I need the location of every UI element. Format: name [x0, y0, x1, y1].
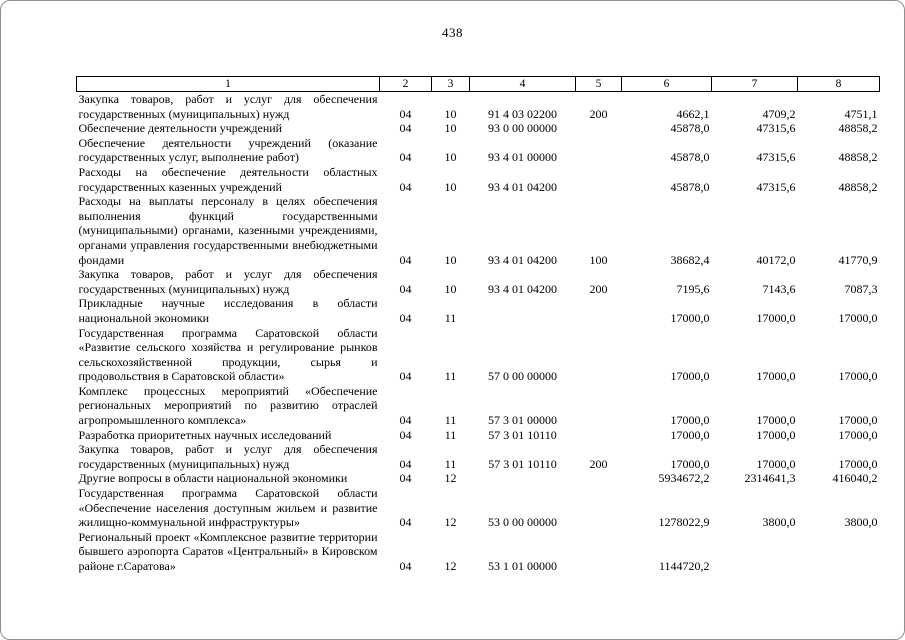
- cell-subsection-code: 11: [444, 456, 457, 471]
- cell-subsection-code: 12: [444, 559, 457, 573]
- cell-amount-year-3: 7087,3: [844, 281, 878, 296]
- cell-amount-year-3: 17000,0: [838, 456, 878, 471]
- cell-section-code: 04: [399, 252, 412, 267]
- cell-amount-year-2: [712, 530, 798, 574]
- cell-amount-year-1: 45878,0: [670, 179, 710, 194]
- cell-amount-year-1: 17000,0: [670, 310, 710, 325]
- cell-expense-type-code: 100: [589, 252, 608, 267]
- cell-amount-year-3: 416040,2: [832, 471, 878, 486]
- cell-target-article-code: 57 3 01 00000: [488, 413, 557, 428]
- cell-subsection-code: 11: [444, 310, 457, 325]
- table-row: [77, 92, 880, 122]
- cell-subsection-code: 10: [444, 179, 457, 194]
- cell-expense-name: Комплекс процессных мероприятий «Обеспечение региональных мероприятий по развитию отраслей агропромышленного комплекса»: [78, 383, 378, 428]
- cell-section-code: 04: [399, 427, 412, 442]
- cell-amount-year-2: 40172,0: [756, 252, 796, 267]
- cell-section-code: 04: [399, 515, 412, 530]
- cell-target-article-code: [470, 471, 576, 486]
- cell-amount-year-3: [798, 530, 880, 574]
- column-header-5: 5: [576, 77, 622, 92]
- cell-amount-year-2: 47315,6: [756, 179, 796, 194]
- cell-amount-year-3: 17000,0: [838, 413, 878, 428]
- cell-expense-type-code: 200: [589, 456, 608, 471]
- cell-subsection-code: 12: [444, 471, 457, 486]
- cell-target-article-code: 93 4 01 04200: [488, 281, 557, 296]
- cell-expense-type-code: [576, 428, 622, 443]
- cell-expense-name: Расходы на выплаты персоналу в целях обеспечения выполнения функций государственными (муниципальными) органами, казенными учреждениями, органами управления государственными внебюджетными фондами: [78, 194, 378, 267]
- cell-amount-year-3: 48858,2: [838, 179, 878, 194]
- cell-expense-type-code: [576, 471, 622, 486]
- cell-expense-name: Закупка товаров, работ и услуг для обеспечения государственных (муниципальных) нужд: [78, 92, 378, 121]
- table-row: [77, 486, 880, 530]
- cell-expense-name: Государственная программа Саратовской области «Развитие сельского хозяйства и регулирование рынков сельскохозяйственной продукции, сырья и продовольствия в Саратовской области»: [78, 325, 378, 384]
- cell-subsection-code: 11: [444, 427, 457, 442]
- cell-amount-year-2: 7143,6: [762, 281, 796, 296]
- cell-expense-name: Обеспечение деятельности учреждений (оказание государственных услуг, выполнение работ): [78, 135, 378, 165]
- cell-expense-type-code: [576, 136, 622, 165]
- cell-amount-year-2: 17000,0: [756, 413, 796, 428]
- column-header-2: 2: [380, 77, 432, 92]
- cell-target-article-code: [470, 296, 576, 325]
- column-header-4: 4: [470, 77, 576, 92]
- table-header-row: [77, 77, 880, 92]
- cell-amount-year-2: 17000,0: [756, 310, 796, 325]
- cell-amount-year-3: 48858,2: [838, 121, 878, 136]
- column-header-3: 3: [432, 77, 470, 92]
- cell-section-code: 04: [399, 471, 412, 486]
- cell-amount-year-1: 17000,0: [670, 413, 710, 428]
- cell-amount-year-3: 4751,1: [844, 106, 878, 121]
- cell-expense-name: Другие вопросы в области национальной экономики: [78, 471, 348, 486]
- cell-amount-year-2: 3800,0: [762, 515, 796, 530]
- cell-amount-year-1: 4662,1: [676, 106, 710, 121]
- cell-amount-year-1: 38682,4: [670, 252, 710, 267]
- table-row: [77, 194, 880, 267]
- table-row: [77, 471, 880, 486]
- cell-amount-year-1: 1278022,9: [658, 515, 710, 530]
- cell-expense-name: Закупка товаров, работ и услуг для обеспечения государственных (муниципальных) нужд: [78, 267, 378, 296]
- column-header-1: 1: [77, 77, 380, 92]
- cell-subsection-code: 10: [444, 252, 457, 267]
- cell-amount-year-1: 17000,0: [670, 456, 710, 471]
- cell-expense-name: Разработка приоритетных научных исследований: [78, 427, 332, 442]
- table-row: [77, 428, 880, 443]
- table-row: [77, 384, 880, 428]
- cell-section-code: 04: [399, 369, 412, 384]
- cell-expense-type-code: 200: [589, 106, 608, 121]
- table-row: [77, 136, 880, 165]
- cell-expense-name: Региональный проект «Комплексное развитие территории бывшего аэропорта Саратов «Центральный» в Кировском районе г.Саратова»: [78, 529, 378, 573]
- cell-expense-type-code: [576, 326, 622, 384]
- cell-expense-type-code: [576, 530, 622, 574]
- cell-target-article-code: 57 3 01 10110: [488, 427, 557, 442]
- cell-target-article-code: 93 4 01 00000: [488, 150, 557, 165]
- cell-section-code: 04: [399, 121, 412, 136]
- cell-expense-name: Закупка товаров, работ и услуг для обеспечения государственных (муниципальных) нужд: [78, 442, 378, 471]
- cell-section-code: 04: [399, 413, 412, 428]
- cell-target-article-code: 93 0 00 00000: [488, 121, 557, 136]
- cell-amount-year-3: 17000,0: [838, 310, 878, 325]
- cell-subsection-code: 10: [444, 106, 457, 121]
- table-row: [77, 121, 880, 136]
- cell-section-code: 04: [399, 456, 412, 471]
- cell-amount-year-2: 17000,0: [756, 369, 796, 384]
- cell-amount-year-3: 3800,0: [844, 515, 878, 530]
- cell-subsection-code: 10: [444, 281, 457, 296]
- cell-subsection-code: 11: [444, 413, 457, 428]
- cell-amount-year-1: 7195,6: [676, 281, 710, 296]
- cell-amount-year-1: 5934672,2: [658, 471, 710, 486]
- cell-section-code: 04: [399, 150, 412, 165]
- cell-amount-year-3: 17000,0: [838, 369, 878, 384]
- cell-amount-year-2: 47315,6: [756, 121, 796, 136]
- cell-section-code: 04: [399, 559, 412, 573]
- cell-expense-name: Государственная программа Саратовской области «Обеспечение населения доступным жильем и развитие жилищно-коммунальной инфраструктуры»: [78, 486, 378, 530]
- cell-expense-type-code: [576, 486, 622, 530]
- cell-amount-year-2: 17000,0: [756, 456, 796, 471]
- cell-amount-year-3: 41770,9: [838, 252, 878, 267]
- cell-amount-year-2: 2314641,3: [744, 471, 796, 486]
- cell-amount-year-1: 45878,0: [670, 121, 710, 136]
- cell-amount-year-1: 17000,0: [670, 369, 710, 384]
- cell-section-code: 04: [399, 281, 412, 296]
- table-row: [77, 165, 880, 194]
- cell-target-article-code: 57 3 01 10110: [488, 456, 557, 471]
- cell-target-article-code: 53 1 01 00000: [488, 559, 557, 573]
- column-header-8: 8: [798, 77, 880, 92]
- cell-expense-name: Обеспечение деятельности учреждений: [78, 121, 283, 136]
- column-header-7: 7: [712, 77, 798, 92]
- cell-amount-year-3: 17000,0: [838, 427, 878, 442]
- table-row: [77, 442, 880, 471]
- cell-expense-type-code: [576, 165, 622, 194]
- page-number: 438: [442, 25, 463, 40]
- cell-expense-type-code: 200: [589, 281, 608, 296]
- cell-subsection-code: 10: [444, 121, 457, 136]
- table-row: [77, 326, 880, 384]
- cell-subsection-code: 10: [444, 150, 457, 165]
- cell-subsection-code: 11: [444, 369, 457, 384]
- cell-target-article-code: 93 4 01 04200: [488, 179, 557, 194]
- cell-amount-year-2: 4709,2: [762, 106, 796, 121]
- cell-amount-year-1: 1144720,2: [658, 559, 710, 573]
- cell-amount-year-1: 17000,0: [670, 427, 710, 442]
- table-body: [77, 92, 880, 574]
- budget-table: [76, 76, 880, 574]
- table-row: [77, 267, 880, 296]
- cell-amount-year-1: 45878,0: [670, 150, 710, 165]
- cell-expense-name: Прикладные научные исследования в области национальной экономики: [78, 296, 378, 325]
- table-row: [77, 530, 880, 574]
- cell-section-code: 04: [399, 310, 412, 325]
- cell-target-article-code: 53 0 00 00000: [488, 515, 557, 530]
- cell-amount-year-3: 48858,2: [838, 150, 878, 165]
- cell-section-code: 04: [399, 179, 412, 194]
- cell-expense-type-code: [576, 296, 622, 325]
- table-row: [77, 296, 880, 325]
- cell-target-article-code: 91 4 03 02200: [488, 106, 557, 121]
- cell-subsection-code: 12: [444, 515, 457, 530]
- cell-amount-year-2: 17000,0: [756, 427, 796, 442]
- cell-target-article-code: 93 4 01 04200: [488, 252, 557, 267]
- cell-target-article-code: 57 0 00 00000: [488, 369, 557, 384]
- cell-section-code: 04: [399, 106, 412, 121]
- cell-expense-type-code: [576, 121, 622, 136]
- cell-expense-type-code: [576, 384, 622, 428]
- column-header-6: 6: [622, 77, 712, 92]
- cell-amount-year-2: 47315,6: [756, 150, 796, 165]
- cell-expense-name: Расходы на обеспечение деятельности областных государственных казенных учреждений: [78, 164, 378, 194]
